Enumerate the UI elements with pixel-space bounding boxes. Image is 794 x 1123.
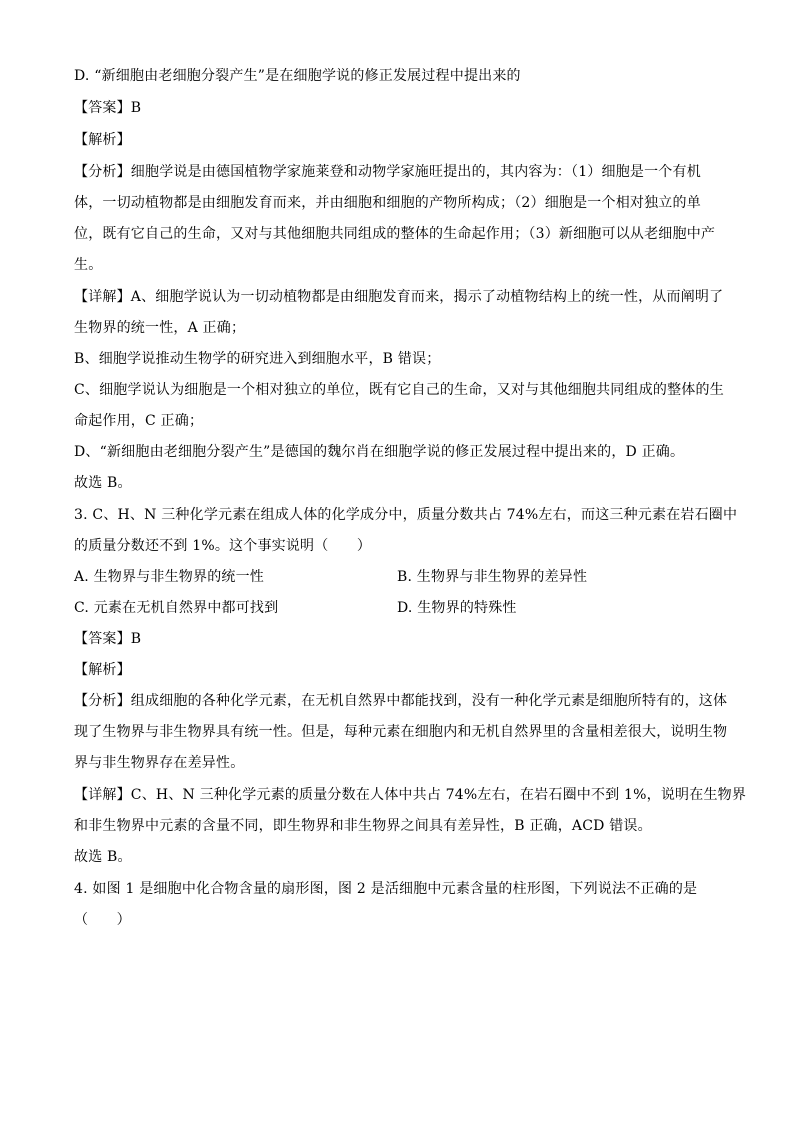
analysis-label: 【解析】 [74, 132, 131, 148]
analysis-text: 位，既有它自己的生命，又对与其他细胞共同组成的整体的生命起作用；（3）新细胞可以从老细胞中产 [74, 226, 716, 242]
detail-text: 【详解】C、H、N 三种化学元素的质量分数在人体中共占 74%左右，在岩石圈中不到 1%，说明在生物界 [74, 787, 747, 803]
detail-text: 生物界的统一性，A 正确； [74, 320, 246, 336]
analysis-text: 【分析】组成细胞的各种化学元素，在无机自然界中都能找到，没有一种化学元素是细胞所特有的，这体 [74, 693, 728, 709]
answer-label: 【答案】B [74, 631, 142, 647]
detail-text: D、“新细胞由老细胞分裂产生”是德国的魏尔肖在细胞学说的修正发展过程中提出来的，D 正确。 [74, 444, 685, 460]
option-d: D. 生物界的特殊性 [397, 600, 517, 616]
analysis-text: 生。 [74, 257, 103, 273]
detail-text: 和非生物界中元素的含量不同，即生物界和非生物界之间具有差异性，B 正确，ACD 错误。 [74, 818, 652, 834]
answer-label: 【答案】B [74, 100, 142, 116]
option-a: A. 生物界与非生物界的统一性 [74, 569, 265, 585]
detail-text: C、细胞学说认为细胞是一个相对独立的单位，既有它自己的生命，又对与其他细胞共同组成的整体的生 [74, 382, 724, 398]
analysis-text: 体，一切动植物都是由细胞发育而来，并由细胞和细胞的产物所构成；（2）细胞是一个相对独立的单 [74, 195, 701, 211]
detail-text: 【详解】A、细胞学说认为一切动植物都是由细胞发育而来，揭示了动植物结构上的统一性，从而阐明了 [74, 289, 724, 305]
analysis-label: 【解析】 [74, 662, 131, 678]
detail-text: B、细胞学说推动生物学的研究进入到细胞水平，B 错误； [74, 351, 441, 367]
analysis-text: 界与非生物界存在差异性。 [74, 755, 245, 771]
option-d-prev: D. “新细胞由老细胞分裂产生”是在细胞学说的修正发展过程中提出来的 [74, 68, 521, 84]
conclusion-text: 故选 B。 [74, 849, 132, 865]
question-3-stem: 3. C、H、N 三种化学元素在组成人体的化学成分中，质量分数共占 74%左右，而这三种元素在岩石圈中 [74, 507, 738, 523]
option-b: B. 生物界与非生物界的差异性 [397, 569, 588, 585]
analysis-text: 现了生物界与非生物界具有统一性。但是，每种元素在细胞内和无机自然界里的含量相差很大，说明生物 [74, 724, 728, 740]
analysis-text: 【分析】细胞学说是由德国植物学家施莱登和动物学家施旺提出的，其内容为：（1）细胞是一个有机 [74, 164, 701, 180]
question-4-stem: （ ） [74, 912, 131, 928]
question-3-stem: 的质量分数还不到 1%。这个事实说明（ ） [74, 538, 372, 554]
conclusion-text: 故选 B。 [74, 475, 132, 491]
option-c: C. 元素在无机自然界中都可找到 [74, 600, 279, 616]
detail-text: 命起作用，C 正确； [74, 413, 204, 429]
question-4-stem: 4. 如图 1 是细胞中化合物含量的扇形图，图 2 是活细胞中元素含量的柱形图，下列说法不正确的是 [74, 881, 698, 897]
